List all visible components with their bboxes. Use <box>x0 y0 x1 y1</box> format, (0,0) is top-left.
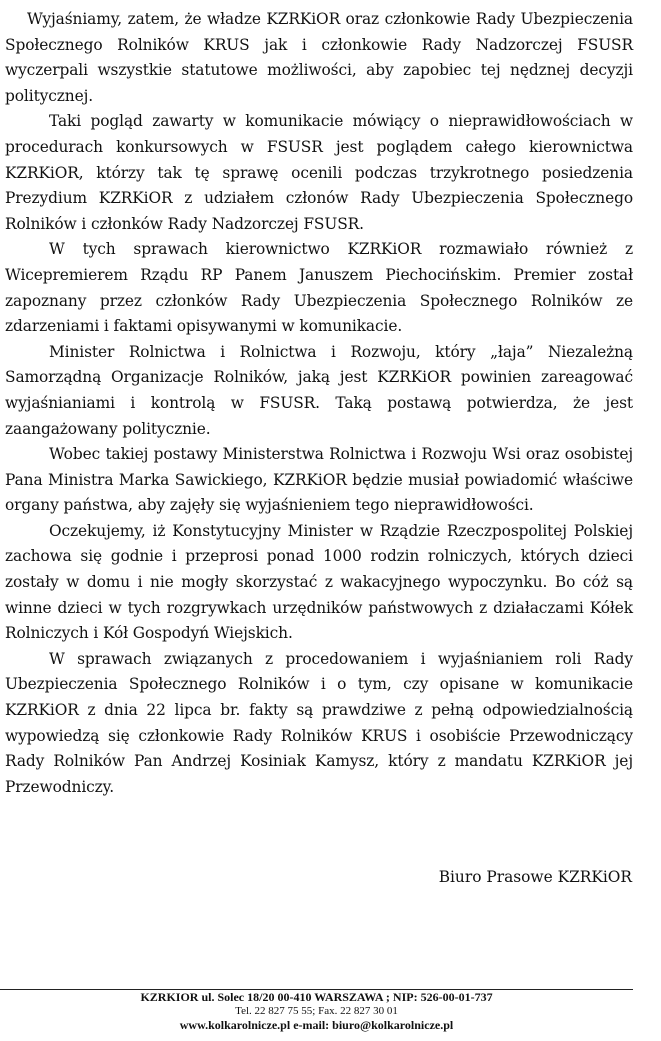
letterhead-footer <box>0 990 633 1033</box>
paragraph-2: Taki pogląd zawarty w komunikacie mówiący o nieprawidłowościach w procedurach konkursowych w FSUSR jest poglądem całego kierownictwa KZRKiOR, którzy tak tę sprawę ocenili podczas trzykrotnego posiedzenia Prezydium KZRKiOR z udziałem członów Rady Ubezpieczenia Społecznego Rolników i członków Rady Nadzorczej FSUSR. <box>5 112 633 233</box>
paragraph-6: Oczekujemy, iż Konstytucyjny Minister w Rządzie Rzeczpospolitej Polskiej zachowa się godnie i przeprosi ponad 1000 rodzin rolniczych, których dzieci zostały w domu i nie mogły skorzystać z wakacyjnego wypoczynku. Bo cóż są winne dzieci w tych rozgrywkach urzędników państwowych z działaczami Kółek Rolniczych i Kół Gospodyń Wiejskich. <box>5 521 633 643</box>
footer-address: KZRKIOR ul. Solec 18/20 00-410 WARSZAWA ; NIP: 526-00-01-737 <box>140 990 493 1004</box>
paragraph-1: Wyjaśniamy, zatem, że władze KZRKiOR oraz członkowie Rady Ubezpieczenia Społecznego Rolników KRUS jak i członkowie Rady Nadzorczej FSUSR wyczerpali wszystkie statutowe możliwości, aby zapobiec tej nędznej decyzji politycznej. <box>5 10 633 105</box>
paragraph-4: Minister Rolnictwa i Rolnictwa i Rozwoju, który „łaja” Niezależną Samorządną Organizacje Rolników, jaką jest KZRKiOR powinien zareagować wyjaśnianiami i kontrolą w FSUSR. Taką postawą potwierdza, że jest zaangażowany politycznie. <box>5 342 633 438</box>
paragraph-7: W sprawach związanych z procedowaniem i wyjaśnianiem roli Rady Ubezpieczenia Społecznego Rolników i o tym, czy opisane w komunikacie KZRKiOR z dnia 22 lipca br. fakty są prawdziwe z pełną odpowiedzialnością wypowiedzą się członkowie Rady Rolników KRUS i osobiście Przewodniczący Rady Rolników Pan Andrzej Kosiniak Kamysz, który z mandatu KZRKiOR jej Przewodniczy. <box>5 649 633 796</box>
paragraph-5: Wobec takiej postawy Ministerstwa Rolnictwa i Rozwoju Wsi oraz osobistej Pana Ministra Marka Sawickiego, KZRKiOR będzie musiał powiadomić właściwe organy państwa, aby zajęły się wyjaśnieniem tego nieprawidłowości. <box>5 445 633 515</box>
paragraph-3: W tych sprawach kierownictwo KZRKiOR rozmawiało również z Wicepremierem Rządu RP Panem Januszem Piechocińskim. Premier został zapoznany przez członków Rady Ubezpieczenia Społecznego Rolników ze zdarzeniami i faktami opisywanymi w komunikacie. <box>5 240 633 336</box>
document-body <box>5 7 633 800</box>
footer-web-email: www.kolkarolnicze.pl e-mail: biuro@kolkarolnicze.pl <box>179 1018 454 1032</box>
footer-phone-fax: Tel. 22 827 75 55; Fax. 22 827 30 01 <box>235 1005 398 1017</box>
signature: Biuro Prasowe KZRKiOR <box>438 868 632 886</box>
